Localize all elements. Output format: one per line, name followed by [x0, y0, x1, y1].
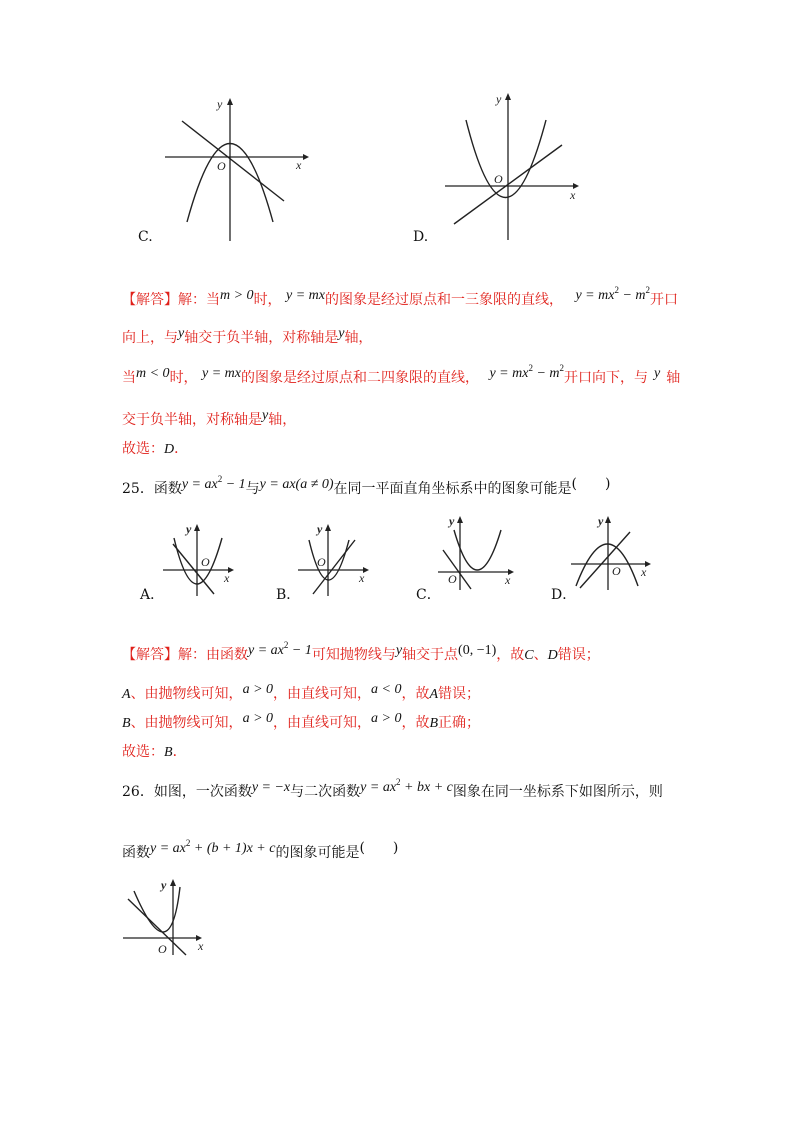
- graph-25b: [295, 520, 375, 598]
- origin-label: O: [158, 942, 167, 956]
- option-d-label[interactable]: D．: [551, 587, 577, 603]
- y-axis-label: y: [598, 514, 604, 528]
- sol25-line3: B、由抛物线可知，a > 0，由直线可知，a > 0，故B正确；: [122, 711, 481, 731]
- y-axis-label: y: [217, 97, 223, 111]
- graph-25a: [160, 520, 240, 598]
- line: [173, 544, 214, 594]
- y-axis-arrow: [325, 524, 331, 531]
- graph-c-label: C.: [138, 229, 153, 245]
- x-axis-arrow: [303, 154, 309, 160]
- sol25-line1: 【解答】解：由函数$y = ax^2 - 1$可知抛物线与y轴交于点(0, −1)，故C、D错误；: [122, 640, 600, 663]
- sol24-answer: 故选：D．: [122, 441, 189, 457]
- parabola: [576, 544, 638, 586]
- parabola: [174, 538, 222, 584]
- y-axis-label: y: [449, 514, 455, 528]
- origin-label: O: [494, 172, 503, 186]
- solution-tag: 【解答】: [122, 647, 178, 663]
- y-axis-arrow: [457, 516, 463, 523]
- q26-stem-line2: 函数$y = ax^2 + (b + 1)x + c$的图象可能是( ): [122, 838, 399, 861]
- parabola: [454, 530, 501, 570]
- sol24-line1: 【解答】解：当m > 0时， y = mx的图象是经过原点和一三象限的直线， $y = mx^2 - m^2$开口: [122, 285, 679, 308]
- y-axis-arrow: [505, 93, 511, 100]
- x-axis-label: x: [296, 158, 302, 172]
- option-a-label[interactable]: A．: [140, 587, 165, 603]
- y-axis-label: y: [496, 92, 502, 106]
- origin-label: O: [201, 555, 210, 569]
- graph-d-label: D.: [413, 229, 429, 245]
- option-c-label[interactable]: C．: [416, 587, 441, 603]
- q25-stem: 25．函数$y = ax^2 - 1$与y = ax(a ≠ 0)在同一平面直角坐标系中的图象可能是( ): [122, 474, 611, 497]
- y-axis-label: y: [186, 522, 192, 536]
- graph-c: [160, 95, 310, 245]
- sol24-line4: 交于负半轴，对称轴是y轴，: [122, 408, 297, 428]
- y-axis-arrow: [194, 524, 200, 531]
- y-axis-arrow: [170, 879, 176, 886]
- y-axis-arrow: [605, 516, 611, 523]
- option-b-label[interactable]: B．: [276, 587, 301, 603]
- graph-d: [440, 90, 590, 245]
- x-axis-label: x: [641, 565, 647, 579]
- graph-25d: [568, 512, 658, 592]
- graph-26: [120, 875, 215, 957]
- sol25-line2: A、由抛物线可知，a > 0，由直线可知，a < 0，故A错误；: [122, 682, 481, 702]
- origin-label: O: [612, 564, 621, 578]
- graph-25c: [435, 512, 520, 592]
- y-axis-arrow: [227, 98, 233, 105]
- x-axis-label: x: [198, 939, 204, 953]
- x-axis-label: x: [505, 573, 511, 587]
- solution-tag: 【解答】: [122, 292, 178, 308]
- x-axis-label: x: [224, 571, 230, 585]
- y-axis-label: y: [161, 878, 167, 892]
- origin-label: O: [317, 555, 326, 569]
- sol24-line2: 向上，与y轴交于负半轴，对称轴是y轴，: [122, 326, 373, 346]
- origin-label: O: [217, 159, 226, 173]
- sol24-line3: 当m < 0时， y = mx的图象是经过原点和二四象限的直线， $y = mx^2 - m^2$开口向下，与 y 轴: [122, 363, 681, 386]
- q26-stem-line1: 26．如图，一次函数y = −x与二次函数$y = ax^2$ + bx + c图象在同一坐标系下如图所示，则: [122, 777, 663, 800]
- y-axis-label: y: [317, 522, 323, 536]
- sol25-answer: 故选：B．: [122, 744, 187, 760]
- x-axis-label: x: [359, 571, 365, 585]
- x-axis-label: x: [570, 188, 576, 202]
- origin-label: O: [448, 572, 457, 586]
